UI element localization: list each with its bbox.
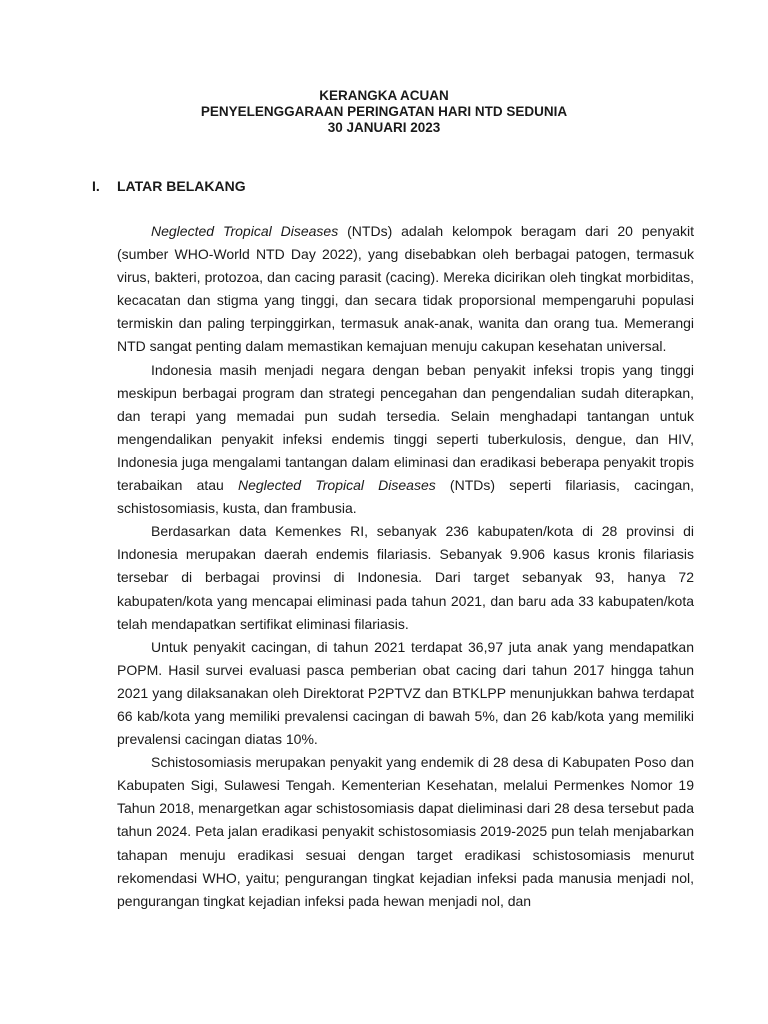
paragraph-1-text: (NTDs) adalah kelompok beragam dari 20 penyakit (sumber WHO-World NTD Day 2022), yang disebabkan oleh berbagai patogen, termasuk virus, bakteri, protozoa, dan cacing parasit (cacing). Mereka dicirikan oleh tingkat morbiditas, kecacatan dan stigma yang tinggi, dan secara tidak proporsional mempengaruhi populasi termiskin dan paling terpinggirkan, termasuk anak-anak, wanita dan orang tua. Memerangi NTD sangat penting dalam memastikan kemajuan menuju cakupan kesehatan universal. xyxy=(117,223,694,355)
paragraph-1 xyxy=(117,220,694,359)
title-line-2: PENYELENGGARAAN PERINGATAN HARI NTD SEDUNIA xyxy=(200,104,568,119)
paragraph-4: Untuk penyakit cacingan, di tahun 2021 terdapat 36,97 juta anak yang mendapatkan POPM. Hasil survei evaluasi pasca pemberian obat cacing dari tahun 2017 hingga tahun 2021 yang dilaksanakan oleh Direktorat P2PTVZ dan BTKLPP menunjukkan bahwa terdapat 66 kab/kota yang memiliki prevalensi cacingan di bawah 5%, dan 26 kab/kota yang memiliki prevalensi cacingan diatas 10%. xyxy=(117,638,694,748)
section-number: I. xyxy=(92,178,100,194)
paragraph-2-text-b: (NTDs) seperti filariasis, cacingan, schistosomiasis, kusta, dan frambusia. xyxy=(117,477,694,517)
document-title xyxy=(0,88,768,136)
section-heading xyxy=(92,178,246,194)
body-text xyxy=(117,220,694,913)
title-line-3: 30 JANUARI 2023 xyxy=(327,120,441,135)
paragraph-2 xyxy=(117,359,694,521)
title-line-1: KERANGKA ACUAN xyxy=(319,88,449,103)
paragraph-1-italic: Neglected Tropical Diseases xyxy=(151,223,339,239)
paragraph-2-italic: Neglected Tropical Diseases xyxy=(238,477,436,494)
paragraph-5: Schistosomiasis merupakan penyakit yang endemik di 28 desa di Kabupaten Poso dan Kabupaten Sigi, Sulawesi Tengah. Kementerian Kesehatan, melalui Permenkes Nomor 19 Tahun 2018, menargetkan agar schistosomiasis dapat dieliminasi dari 28 desa tersebut pada tahun 2024. Peta jalan eradikasi penyakit schistosomiasis 2019-2025 pun telah menjabarkan tahapan menuju eradikasi sesuai dengan target eradikasi schistosomiasis menurut rekomendasi WHO, yaitu; pengurangan tingkat kejadian infeksi pada manusia menjadi nol, pengurangan tingkat kejadian infeksi pada hewan menjadi nol, dan xyxy=(117,754,694,909)
paragraph-3: Berdasarkan data Kemenkes RI, sebanyak 236 kabupaten/kota di 28 provinsi di Indonesia merupakan daerah endemis filariasis. Sebanyak 9.906 kasus kronis filariasis tersebar di berbagai provinsi di Indonesia. Dari target sebanyak 93, hanya 72 kabupaten/kota yang mencapai eliminasi pada tahun 2021, dan baru ada 33 kabupaten/kota telah mendapatkan sertifikat eliminasi filariasis. xyxy=(117,523,694,632)
section-title: LATAR BELAKANG xyxy=(117,178,246,194)
paragraph-2-text-a: Indonesia masih menjadi negara dengan beban penyakit infeksi tropis yang tinggi meskipun berbagai program dan strategi pencegahan dan pengendalian sudah diterapkan, dan terapi yang memadai pun sudah tersedia. Selain menghadapi tantangan untuk mengendalikan penyakit infeksi endemis tinggi seperti tuberkulosis, dengue, dan HIV, Indonesia juga mengalami tantangan dalam eliminasi dan eradikasi beberapa penyakit tropis terabaikan atau xyxy=(117,361,694,494)
